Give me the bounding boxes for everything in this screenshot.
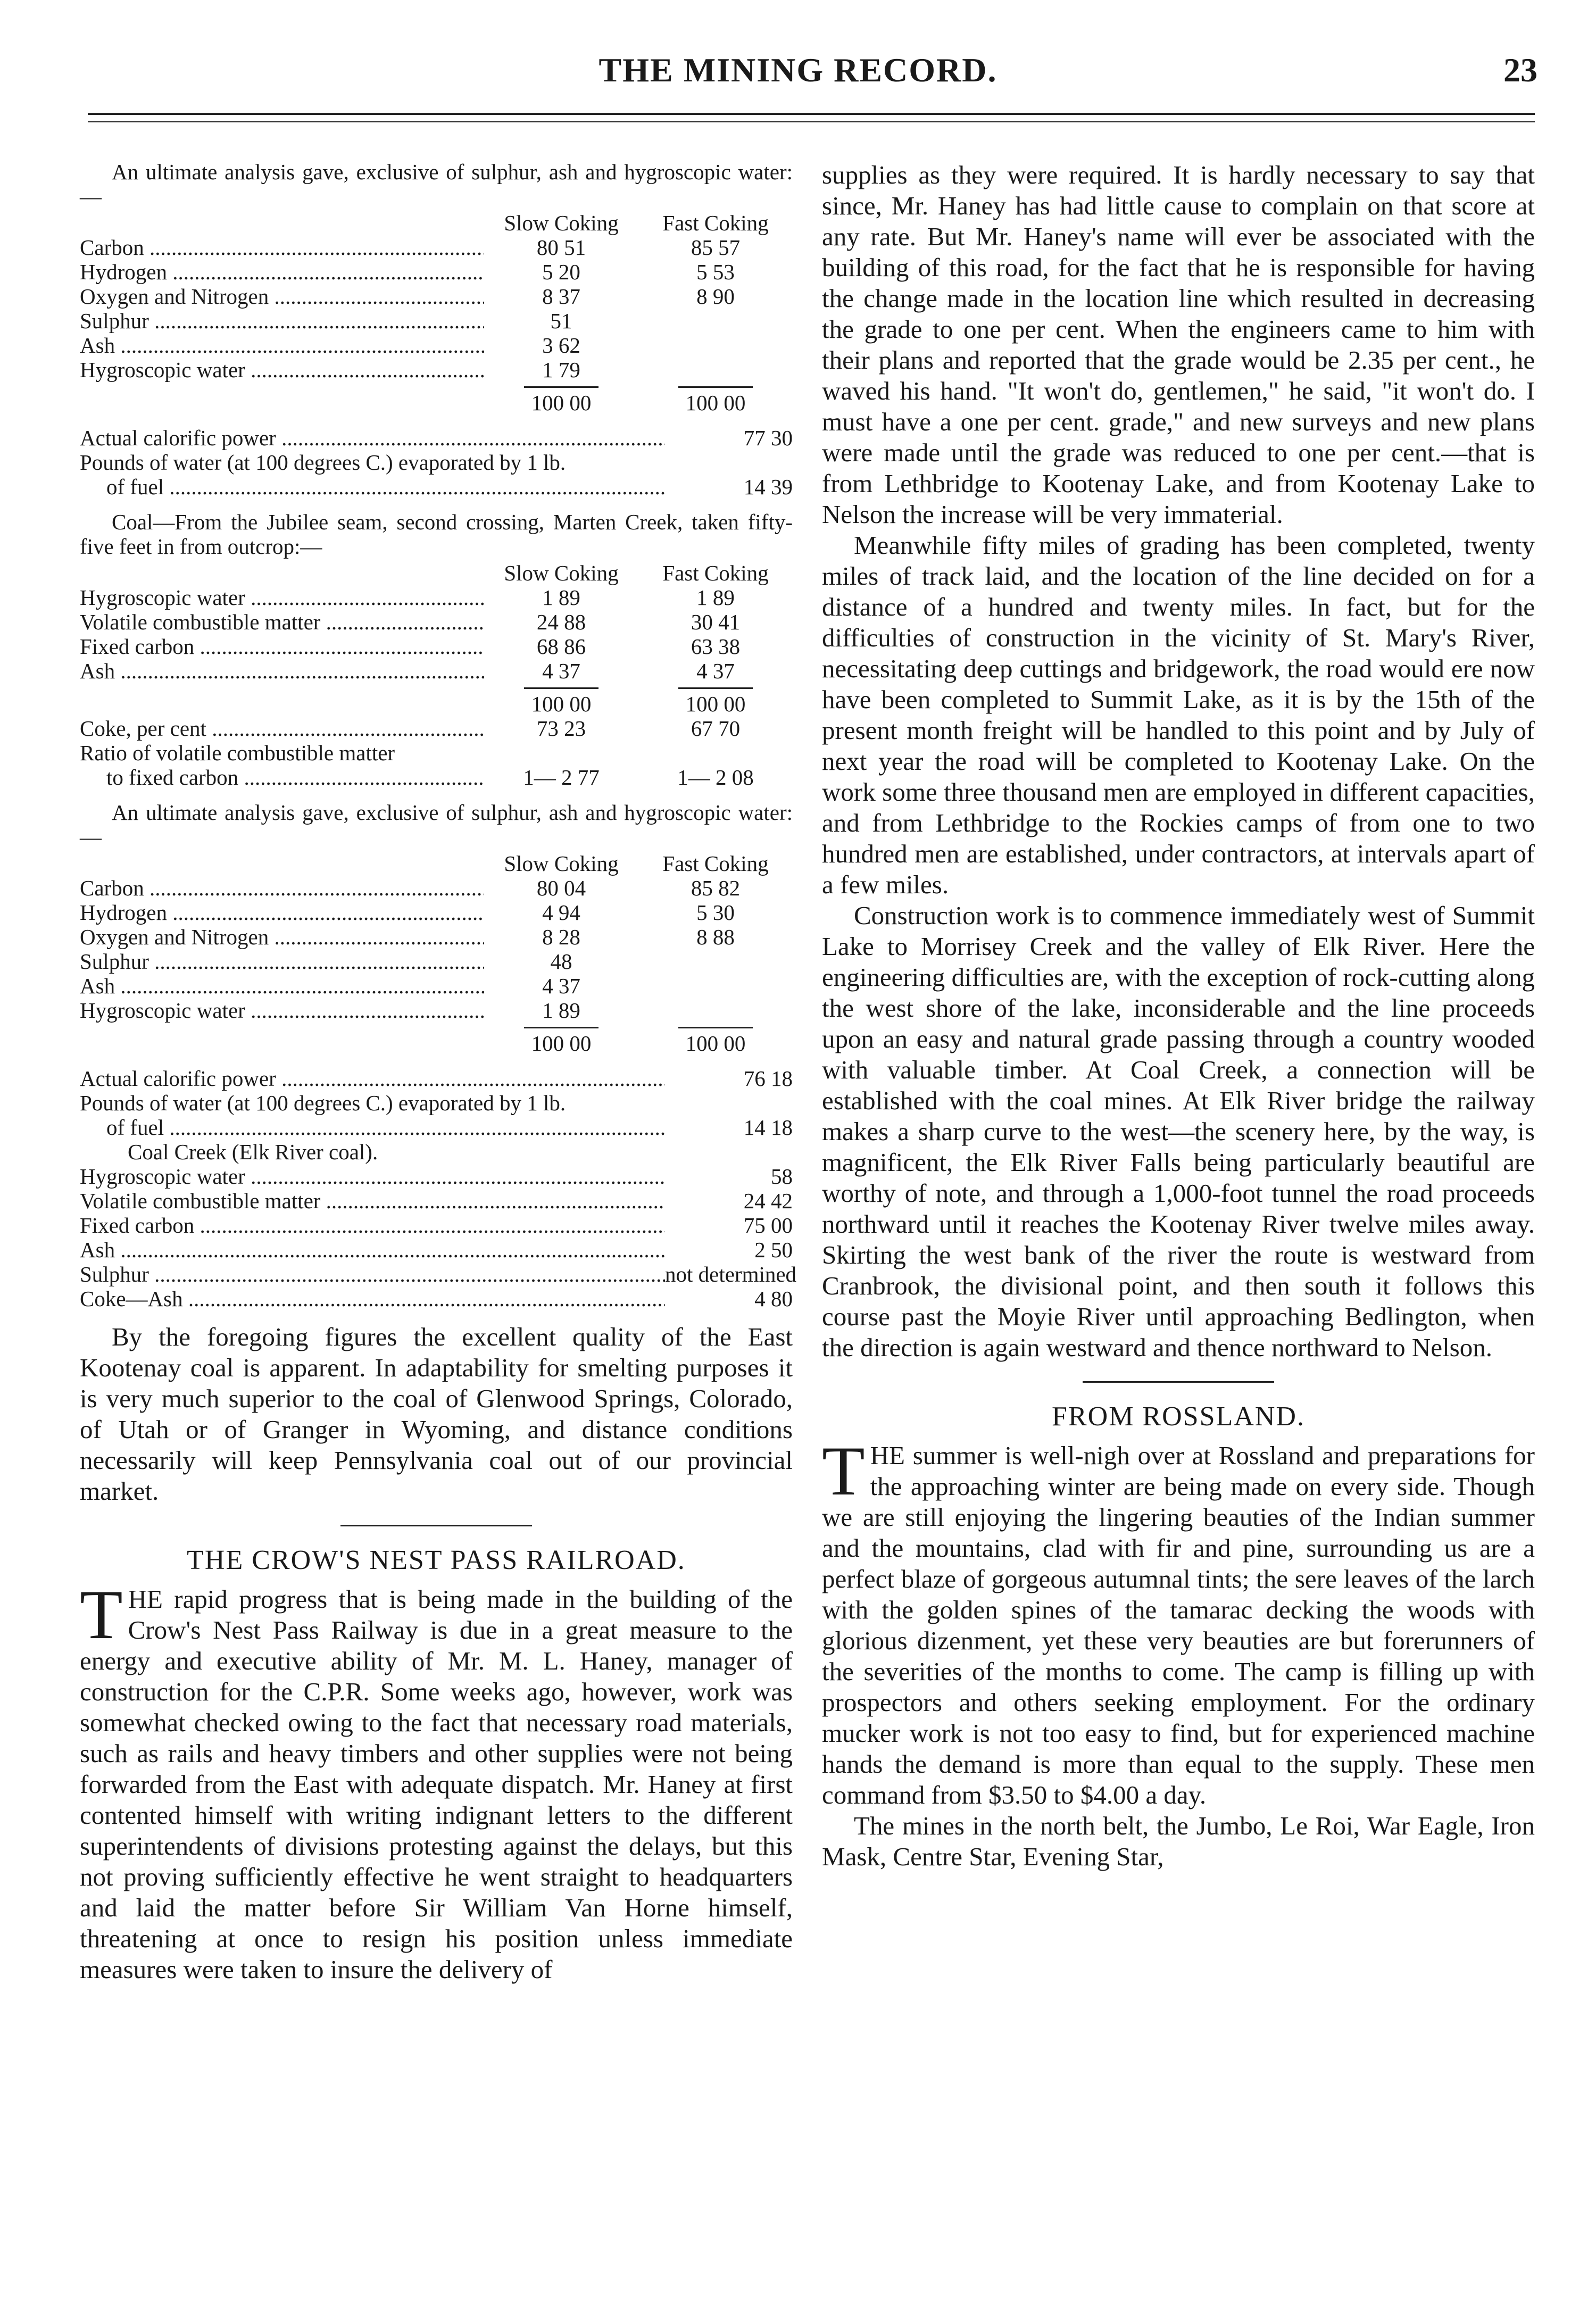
rossland-title: FROM ROSSLAND. bbox=[1052, 1401, 1305, 1432]
journal-title: THE MINING RECORD. bbox=[598, 51, 998, 89]
left-column bbox=[80, 160, 797, 1985]
table-row: Ash ..... 3 62 bbox=[80, 333, 793, 358]
totals-row: 100 00 100 00 bbox=[531, 391, 746, 415]
table-row: Fixed carbon ..... 68 86 63 38 bbox=[80, 634, 793, 659]
coal-creek-heading: Coal Creek (Elk River coal). bbox=[128, 1140, 378, 1164]
table-column-headers: Slow Coking Fast Coking bbox=[504, 851, 769, 876]
column-header-slow: Slow Coking bbox=[504, 211, 619, 235]
page-number: 23 bbox=[1503, 51, 1537, 89]
coke-row: Coke, per cent ..... 73 23 67 70 bbox=[80, 716, 793, 741]
drop-cap: T bbox=[822, 1432, 865, 1510]
analysis-table-3 bbox=[80, 876, 793, 1056]
table-row: Carbon ..... 80 04 85 82 bbox=[80, 876, 793, 900]
table-row: Sulphur ..... 51 bbox=[80, 309, 793, 333]
sum-rule bbox=[80, 1023, 793, 1031]
right-column bbox=[822, 160, 1535, 1872]
table-row: Carbon ..... 80 51 85 57 bbox=[80, 235, 793, 260]
conclusion-paragraph: By the foregoing figures the excellent quality of the East Kootenay coal is apparent. In adaptability for smelting purposes it is very much superior to the coal of Glenwood Springs, Colorado, of Utah or of Granger in Wyoming, and distance conditions necessarily will keep Pennsylvania coal out of our provincial market. bbox=[80, 1322, 793, 1506]
table-row: Ash ..... 4 37 bbox=[80, 974, 793, 998]
table-column-headers: Slow Coking Fast Coking bbox=[504, 561, 769, 585]
table-row: Volatile combustible matter ..... 24 88 30 41 bbox=[80, 610, 793, 634]
ratio-values-row: to fixed carbon ..... 1— 2 77 1— 2 08 bbox=[80, 765, 793, 790]
table-row: Hydrogen ..... 4 94 5 30 bbox=[80, 900, 793, 925]
railroad-paragraph-1: supplies as they were required. It is hardly necessary to say that since, Mr. Haney has had little cause to complain on that score at any rate. But Mr. Haney's name will ever be associated with the building of this road, for the fact that he is responsible for having the change made in the location line which resulted in decreasing the grade to one per cent. When the engineers came to him with their plans and reported that the grade would be 2.35 per cent., he waved his hand. "It won't do, gentlemen," he said, "it won't do. I must have a one per cent. grade," and new surveys and new plans were made until the grade was reduced to one per cent.—that is from Lethbridge to Kootenay Lake, and from Kootenay Lake to Nelson the increase will be very immaterial. bbox=[822, 160, 1535, 529]
calorific-power-row: Actual calorific power ..... 77 30 bbox=[80, 426, 793, 450]
rossland-text: HE summer is well-nigh over at Rossland and preparations for the approaching winter are being made on every side. Though we are still enjoying the lingering beauties of the Indian summer and the mountains, clad with fir and pine, surrounding us are a perfect blaze of gorgeous autumnal tints; the sere leaves of the larch with the golden spines of the tamarac decking the woods with glorious dizenment, yet these very beauties are but forerunners of the severities of the months to come. The camp is filling up with prospectors and others seeking employment. For the ordinary mucker work is not too easy to find, but for experienced machine hands the demand is more than equal to the supply. These men command from $3.50 to $4.00 a day. bbox=[822, 1441, 1535, 1809]
header-rule bbox=[88, 113, 1535, 115]
crows-nest-paragraph bbox=[80, 1575, 793, 1985]
table-row: Coke—Ash ..... 4 80 bbox=[80, 1286, 793, 1311]
table-row: Sulphur ..... 48 bbox=[80, 949, 793, 974]
pounds-water-row: Pounds of water (at 100 degrees C.) evaporated by 1 lb. bbox=[80, 1091, 566, 1115]
table-column-headers bbox=[80, 211, 793, 235]
fuel-row: of fuel ..... 14 18 bbox=[80, 1115, 793, 1140]
table-row: Hydrogen ..... 5 20 5 53 bbox=[80, 260, 793, 284]
sum-rule bbox=[80, 382, 793, 391]
table-row: Hygroscopic water ..... 1 89 1 89 bbox=[80, 585, 793, 610]
jubilee-seam-intro: Coal—From the Jubilee seam, second crossing, Marten Creek, taken fifty-five feet in from outcrop:— bbox=[80, 510, 793, 559]
page-header bbox=[0, 51, 1596, 98]
header-rule-thin bbox=[88, 121, 1535, 122]
table-row: Ash ..... 2 50 bbox=[80, 1238, 793, 1262]
sum-rule bbox=[80, 683, 793, 692]
railroad-paragraph-2: Meanwhile fifty miles of grading has been completed, twenty miles of track laid, and the location of the line decided on for a distance of a hundred and twenty miles. In fact, but for the difficulties of construction in the vicinity of St. Mary's River, necessitating deep cuttings and bridgework, the road would ere now have been completed to Summit Lake, as it is by the 15th of the present month freight will be handled to this point and by July of next year the road will be completed to Kootenay Lake. On the work some three thousand men are employed in different capacities, and from Lethbridge to the Rockies camps of from one to two hundred men are established, under contractors, at intervals apart of a few miles. bbox=[822, 530, 1535, 899]
crows-nest-title: THE CROW'S NEST PASS RAILROAD. bbox=[187, 1545, 686, 1575]
analysis-intro-1: An ultimate analysis gave, exclusive of sulphur, ash and hygroscopic water:— bbox=[80, 160, 793, 209]
ratio-row: Ratio of volatile combustible matter bbox=[80, 741, 395, 765]
table-row: Volatile combustible matter ..... 24 42 bbox=[80, 1189, 793, 1213]
totals-row: 100 00 100 00 bbox=[531, 692, 746, 716]
table-row: Hygroscopic water ..... 58 bbox=[80, 1164, 793, 1189]
railroad-paragraph-3: Construction work is to commence immediately west of Summit Lake to Morrisey Creek and the valley of Elk River. Here the engineering difficulties are, with the exception of rock-cutting along the west shore of the lake, inconsiderable and the line proceeds upon an easy and natural grade passing through a country wooded with valuable timber. At Coal Creek, a connection will be established with the coal mines. At Elk River bridge the railway makes a sharp curve to the west—the scenery here, by the way, is magnificent, the Elk River Falls being particularly beautiful are worthy of note, and through a 1,000-foot tunnel the road proceeds northward until it reaches the Kootenay River twelve miles away. Skirting the west bank of the river the route is westward from Cranbrook, the divisional point, and then south it follows this course past the Moyie River until approaching Bedlington, when the direction is again westward and thence northward to Nelson. bbox=[822, 901, 1535, 1362]
table-row: Ash ..... 4 37 4 37 bbox=[80, 659, 793, 683]
crows-nest-text: HE rapid progress that is being made in the building of the Crow's Nest Pass Railway is due in a great measure to the energy and executive ability of Mr. M. L. Haney, manager of construction for the C.P.R. Some weeks ago, however, work was somewhat checked owing to the fact that necessary road materials, such as rails and heavy timbers and other supplies were not being forwarded from the East with adequate dispatch. Mr. Haney at first contented himself with writing indignant letters to the different superintendents of divisions protesting against the delays, but this not proving sufficiently effective he went straight to headquarters and laid the matter before Sir William Van Horne himself, threatening at once to resign his position unless immediate measures were taken to insure the delivery of bbox=[80, 1584, 793, 1984]
totals-row: 100 00 100 00 bbox=[531, 1031, 746, 1056]
fuel-row: of fuel ..... 14 39 bbox=[80, 475, 793, 499]
calorific-power-row: Actual calorific power ..... 76 18 bbox=[80, 1066, 793, 1091]
table-row: Sulphur ..... not determined bbox=[80, 1262, 793, 1286]
rossland-paragraph-1 bbox=[822, 1432, 1535, 1811]
section-divider bbox=[1083, 1381, 1274, 1383]
column-header-fast: Fast Coking bbox=[662, 211, 769, 235]
analysis-intro-2: An ultimate analysis gave, exclusive of sulphur, ash and hygroscopic water:— bbox=[80, 800, 793, 849]
analysis-table-4 bbox=[80, 1164, 797, 1311]
table-row: Oxygen and Nitrogen ..... 8 28 8 88 bbox=[80, 925, 793, 949]
pounds-water-row: Pounds of water (at 100 degrees C.) evaporated by 1 lb. bbox=[80, 450, 566, 475]
rossland-paragraph-2: The mines in the north belt, the Jumbo, Le Roi, War Eagle, Iron Mask, Centre Star, Evening Star, bbox=[822, 1811, 1535, 1871]
analysis-table-1 bbox=[80, 235, 793, 415]
table-row: Hygroscopic water ..... 1 89 bbox=[80, 998, 793, 1023]
table-row: Oxygen and Nitrogen ..... 8 37 8 90 bbox=[80, 284, 793, 309]
analysis-table-2 bbox=[80, 585, 793, 790]
section-divider bbox=[340, 1525, 532, 1526]
table-row: Hygroscopic water ..... 1 79 bbox=[80, 358, 793, 382]
table-row: Fixed carbon ..... 75 00 bbox=[80, 1213, 793, 1238]
drop-cap: T bbox=[80, 1575, 123, 1654]
